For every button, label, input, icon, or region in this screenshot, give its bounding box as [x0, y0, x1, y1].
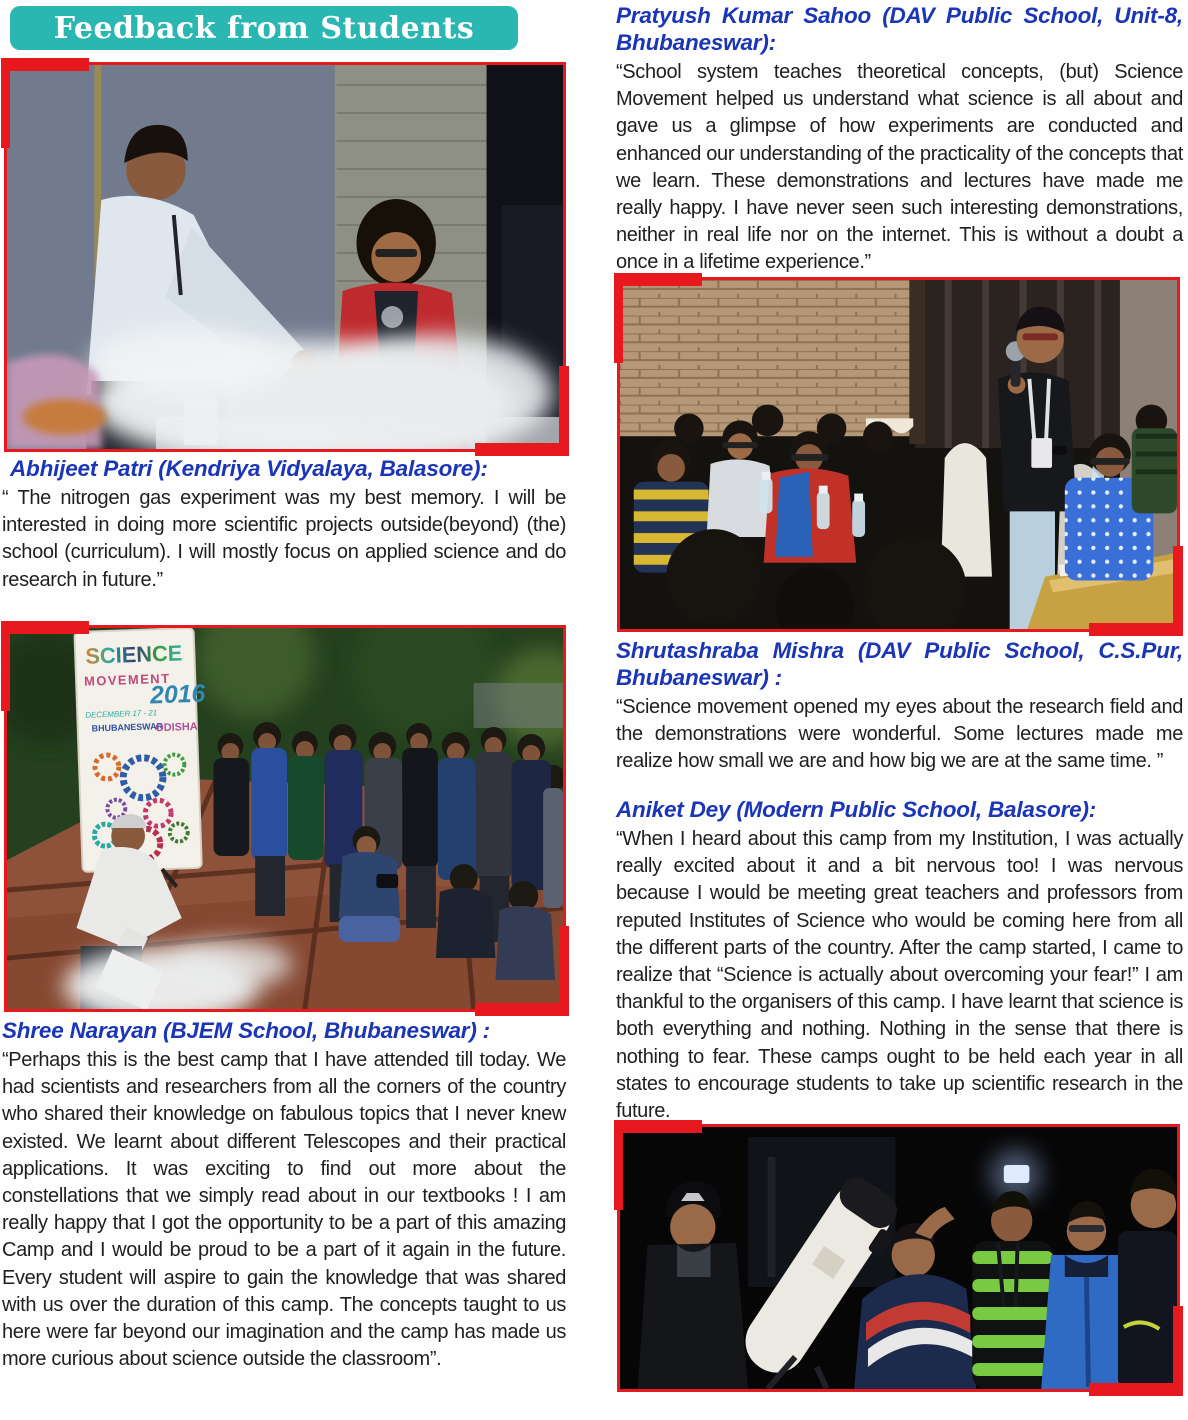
photo-telescope-night [617, 1124, 1180, 1392]
outdoor-demo-scene [7, 628, 563, 1009]
audience-question-scene [620, 280, 1177, 629]
science-movement-banner [74, 628, 212, 890]
student-name: Pratyush Kumar Sahoo (DAV Public School, Unit-8, Bhubaneswar): [616, 3, 1183, 55]
photo-audience-question [617, 277, 1180, 632]
testimonial-shrutashraba [616, 637, 1183, 776]
student-quote: “ The nitrogen gas experiment was my best memory. I will be interested in doing more scientific projects outside(beyond) (the) school (curriculum). I will mostly focus on applied science and do research in future.” [2, 487, 566, 591]
banner-title: SCIENCE [84, 640, 183, 669]
student-name: Shree Narayan (BJEM School, Bhubaneswar) : [2, 1018, 490, 1043]
nitrogen-demo-scene [7, 65, 563, 449]
testimonial-aniket [616, 796, 1183, 1125]
banner-city: BHUBANESWAR [91, 721, 164, 734]
student-quote: “Science movement opened my eyes about the research field and the demonstrations were wonderful. Some lectures made me realize how small we are and how big we are at the same time. ” [616, 696, 1183, 773]
page-title: Feedback from Students [53, 10, 475, 46]
telescope-night-scene [620, 1127, 1177, 1389]
student-name: Aniket Dey (Modern Public School, Balasore): [616, 797, 1097, 822]
student-quote: “When I heard about this camp from my Institution, I was actually really excited about it and a bit nervous too! I was nervous because I would be meeting great teachers and professors from reputed Institutes of Science who would be coming here from all the different parts of the country. After the camp started, I came to realize that “Science is actually about overcoming your fear!” I am thankful to the organisers of this camp. I have learnt that science is both everything and nothing. Nothing in the sense that there is nothing to fear. These camps ought to be held each year in all states to encourage students to take up scientific research in the future. [616, 828, 1183, 1123]
banner-year: 2016 [149, 679, 206, 710]
student-name: Abhijeet Patri (Kendriya Vidyalaya, Balasore): [10, 456, 488, 481]
testimonial-pratyush [616, 2, 1183, 277]
photo-nitrogen-demo [4, 62, 566, 452]
student-quote: “School system teaches theoretical concepts, (but) Science Movement helped us understand what science is all about and gave us a glimpse of how experiments are conducted and enhanced our understanding of the practicality of the concepts that we learn. These demonstrations and lectures have made me really happy. I have never seen such interesting demonstrations, neither in real life nor on the internet. This is without a doubt a once in a lifetime experience.” [616, 61, 1183, 274]
page-title-bar [10, 6, 518, 50]
banner-date: DECEMBER 17 - 21 [85, 708, 158, 720]
photo-outdoor-demo [4, 625, 566, 1012]
student-quote: “Perhaps this is the best camp that I have attended till today. We had scientists and researchers from all the corners of the country who shared their knowledge on fabulous topics that I never knew existed. We learnt about different Telescopes and their practical applications. It was exciting to find out more about the constellations that we simply read about in our textbooks ! I am really happy that I got the opportunity to be a part of this amazing Camp and I would be proud to be a part of it again in the future. Every student will aspire to gain the knowledge that was shared with us over the duration of this camp. The concepts taught to us here were far beyond our imagination and the camp has made us more curious about science outside the classroom”. [2, 1049, 566, 1371]
testimonial-abhijeet [2, 455, 566, 594]
banner-subtitle: MOVEMENT [83, 670, 171, 689]
testimonial-shree [2, 1017, 566, 1373]
student-name: Shrutashraba Mishra (DAV Public School, C.S.Pur, Bhubaneswar) : [616, 638, 1183, 690]
banner-state: ODISHA [155, 720, 198, 735]
